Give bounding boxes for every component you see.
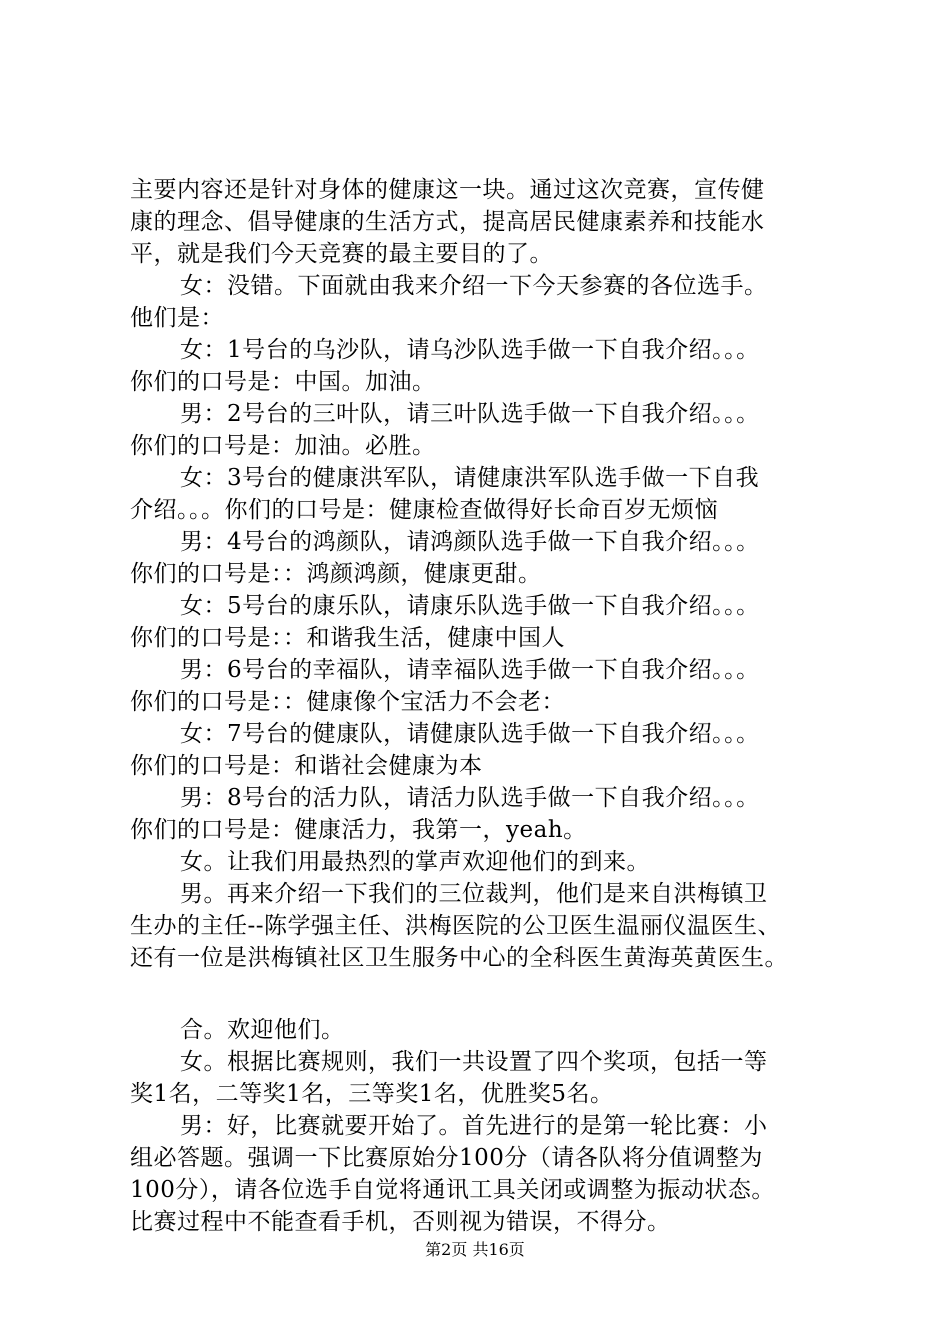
blank-line [130,974,850,1014]
document-body [130,174,850,1238]
text-line: 男：6号台的幸福队，请幸福队选手做一下自我介绍。。。 [180,657,760,683]
text-line: 女：7号台的健康队，请健康队选手做一下自我介绍。。。 [180,721,760,747]
text-line: 男：4号台的鸿颜队，请鸿颜队选手做一下自我介绍。。。 [180,529,760,555]
text-line: 女。根据比赛规则，我们一共设置了四个奖项，包括一等 [180,1049,768,1075]
text-line: 男：好，比赛就要开始了。首先进行的是第一轮比赛：小 [180,1113,768,1139]
text-line: 主要内容还是针对身体的健康这一块。通过这次竞赛，宣传健 [130,177,765,203]
text-line: 生办的主任--陈学强主任、洪梅医院的公卫医生温丽仪温医生、 [130,913,782,939]
text-line: 女：1号台的乌沙队，请乌沙队选手做一下自我介绍。。。 [180,337,760,363]
text-line: 组必答题。强调一下比赛原始分100分（请各队将分值调整为 [130,1145,763,1171]
text-line: 比赛过程中不能查看手机，否则视为错误，不得分。 [130,1209,671,1235]
text-line: 你们的口号是：：和谐我生活，健康中国人 [130,625,565,651]
text-line: 你们的口号是：和谐社会健康为本 [130,753,483,779]
page-number-footer: 第2页 共16页 [425,1240,525,1259]
text-line: 还有一位是洪梅镇社区卫生服务中心的全科医生黄海英黄医生。 [130,945,788,971]
text-line: 你们的口号是：：鸿颜鸿颜，健康更甜。 [130,561,542,587]
text-line: 男。再来介绍一下我们的三位裁判，他们是来自洪梅镇卫 [180,881,768,907]
text-line: 平，就是我们今天竞赛的最主要目的了。 [130,241,553,267]
text-line: 男：8号台的活力队，请活力队选手做一下自我介绍。。。 [180,785,760,811]
text-line: 你们的口号是：加油。必胜。 [130,433,436,459]
text-line: 女：没错。下面就由我来介绍一下今天参赛的各位选手。 [180,273,768,299]
text-line: 奖1名，二等奖1名，三等奖1名，优胜奖5名。 [130,1081,614,1107]
text-line: 康的理念、倡导健康的生活方式，提高居民健康素养和技能水 [130,209,765,235]
text-line: 女：3号台的健康洪军队，请健康洪军队选手做一下自我 [180,465,760,491]
text-line: 他们是： [130,305,224,331]
text-line: 你们的口号是：中国。加油。 [130,369,436,395]
text-line: 女。让我们用最热烈的掌声欢迎他们的到来。 [180,849,650,875]
text-line: 你们的口号是：：健康像个宝活力不会老： [130,689,565,715]
text-line: 介绍。。。你们的口号是：健康检查做得好长命百岁无烦恼 [130,497,718,523]
text-line: 合。欢迎他们。 [180,1017,345,1043]
text-line: 女：5号台的康乐队，请康乐队选手做一下自我介绍。。。 [180,593,760,619]
text-line: 男：2号台的三叶队，请三叶队选手做一下自我介绍。。。 [180,401,760,427]
text-line: 100分），请各位选手自觉将通讯工具关闭或调整为振动状态。 [130,1177,775,1203]
text-line: 你们的口号是：健康活力，我第一，yeah。 [130,817,587,843]
